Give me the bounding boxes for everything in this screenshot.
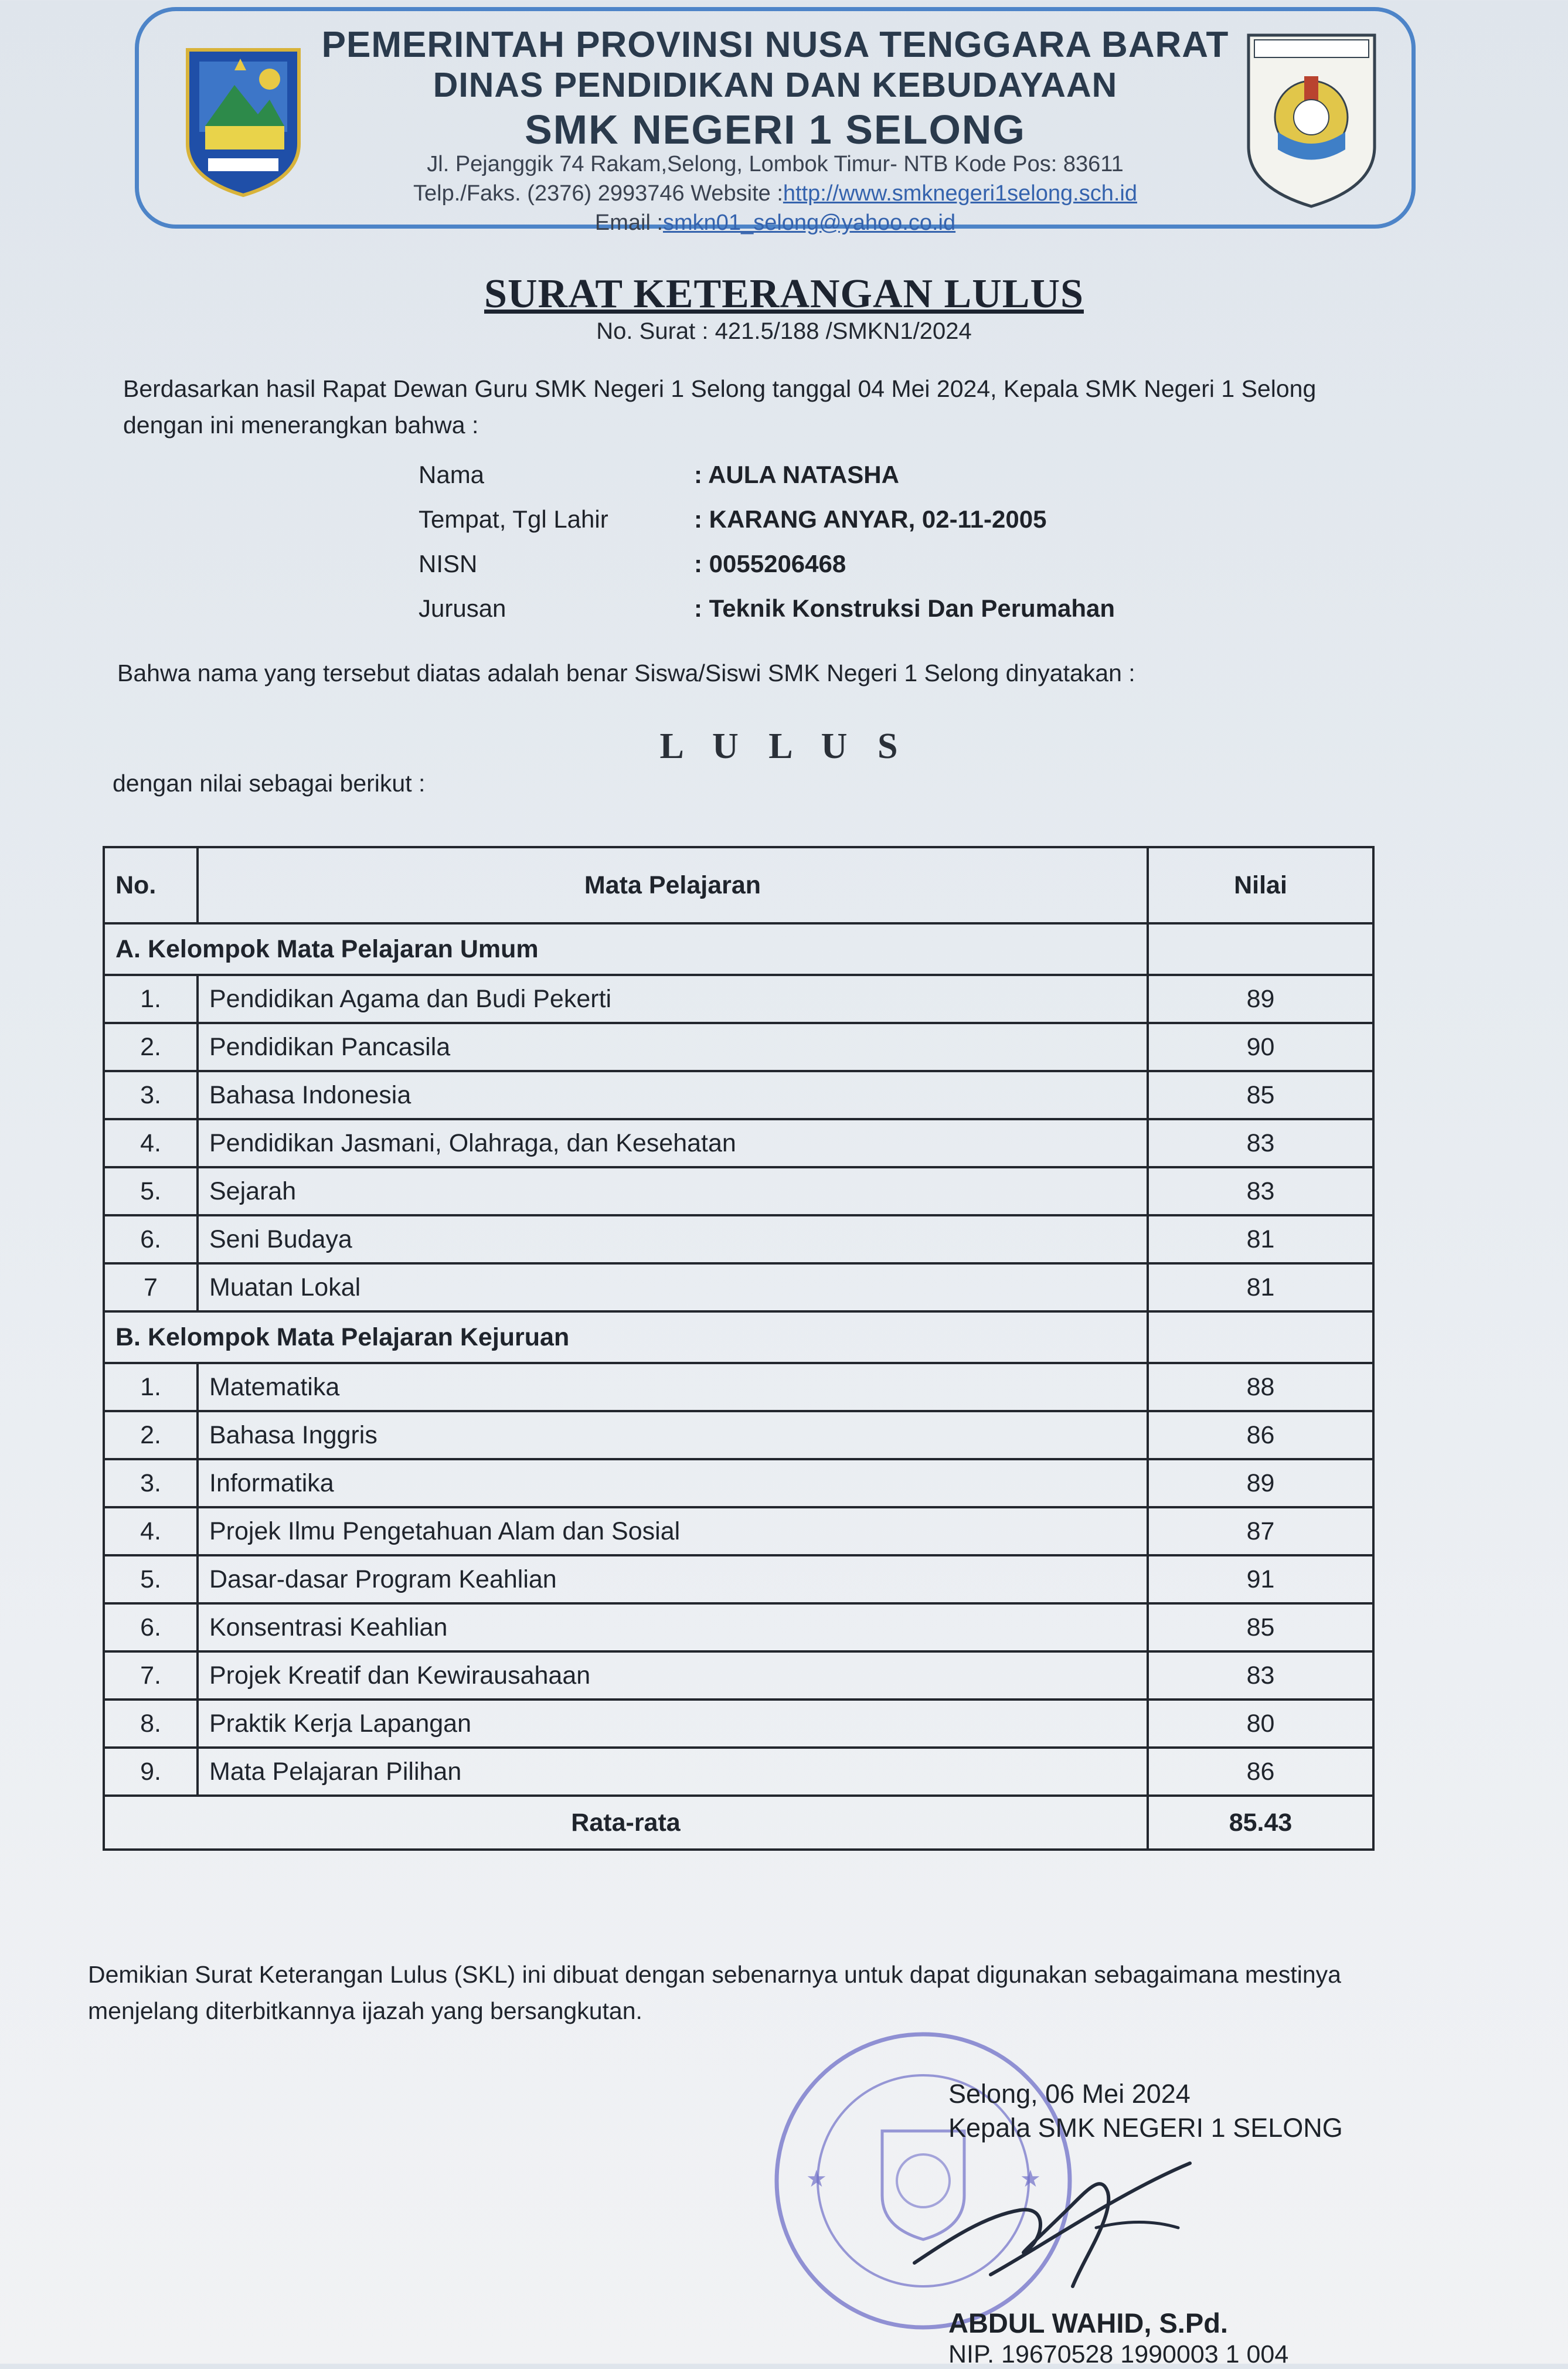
signature-position: Kepala SMK NEGERI 1 SELONG	[948, 2113, 1343, 2143]
table-row	[104, 1215, 1373, 1263]
header-no: No.	[104, 847, 198, 923]
table-row	[104, 1651, 1373, 1700]
row-value: 80	[1148, 1700, 1373, 1748]
table-row	[104, 1700, 1373, 1748]
grades-intro: dengan nilai sebagai berikut :	[113, 770, 426, 797]
row-value: 83	[1148, 1119, 1373, 1167]
table-row	[104, 1603, 1373, 1651]
table-row	[104, 1071, 1373, 1119]
province-crest-icon	[182, 44, 305, 199]
header-subject: Mata Pelajaran	[198, 847, 1148, 923]
row-no: 9.	[104, 1748, 198, 1796]
row-subject: Mata Pelajaran Pilihan	[198, 1748, 1148, 1796]
row-subject: Projek Ilmu Pengetahuan Alam dan Sosial	[198, 1507, 1148, 1555]
row-value: 89	[1148, 975, 1373, 1023]
row-no: 1.	[104, 975, 198, 1023]
table-row	[104, 1119, 1373, 1167]
row-subject: Bahasa Inggris	[198, 1411, 1148, 1459]
identity-value: : Teknik Konstruksi Dan Perumahan	[694, 594, 1115, 622]
letterhead	[135, 7, 1416, 235]
row-no: 6.	[104, 1603, 198, 1651]
row-subject: Pendidikan Agama dan Budi Pekerti	[198, 975, 1148, 1023]
row-no: 6.	[104, 1215, 198, 1263]
row-value: 86	[1148, 1411, 1373, 1459]
table-header-row	[104, 847, 1373, 923]
school-address: Jl. Pejanggik 74 Rakam,Selong, Lombok Timur- NTB Kode Pos: 83611	[427, 152, 1124, 176]
department-name: DINAS PENDIDIKAN DAN KEBUDAYAAN	[433, 66, 1118, 104]
row-no: 8.	[104, 1700, 198, 1748]
group-row	[104, 1311, 1373, 1363]
school-name: SMK NEGERI 1 SELONG	[525, 107, 1026, 152]
row-no: 5.	[104, 1555, 198, 1603]
table-row	[104, 1023, 1373, 1071]
student-identity	[419, 461, 1115, 639]
row-subject: Bahasa Indonesia	[198, 1071, 1148, 1119]
row-subject: Projek Kreatif dan Kewirausahaan	[198, 1651, 1148, 1700]
row-value: 81	[1148, 1263, 1373, 1311]
row-no: 5.	[104, 1167, 198, 1215]
closing-paragraph: Demikian Surat Keterangan Lulus (SKL) ini dibuat dengan sebenarnya untuk dapat digunakan sebagaimana mestinya menjelang diterbitkannya ijazah yang bersangkutan.	[88, 1961, 1341, 2024]
table-row	[104, 1507, 1373, 1555]
intro-paragraph: Berdasarkan hasil Rapat Dewan Guru SMK Negeri 1 Selong tanggal 04 Mei 2024, Kepala SMK Negeri 1 Selong dengan ini menerangkan bahwa :	[123, 375, 1317, 439]
row-subject: Seni Budaya	[198, 1215, 1148, 1263]
row-no: 4.	[104, 1507, 198, 1555]
group-value-cell	[1148, 1311, 1373, 1363]
identity-label: Jurusan	[419, 594, 506, 622]
table-row	[104, 1263, 1373, 1311]
signature-place-date: Selong, 06 Mei 2024	[948, 2079, 1191, 2109]
identity-value: : 0055206468	[694, 550, 846, 577]
identity-label: NISN	[419, 550, 478, 577]
row-subject: Pendidikan Pancasila	[198, 1023, 1148, 1071]
website-link[interactable]: http://www.smknegeri1selong.sch.id	[783, 181, 1137, 206]
government-name: PEMERINTAH PROVINSI NUSA TENGGARA BARAT	[321, 25, 1229, 65]
row-subject: Pendidikan Jasmani, Olahraga, dan Kesehatan	[198, 1119, 1148, 1167]
signature-block	[948, 2077, 1343, 2145]
row-value: 86	[1148, 1748, 1373, 1796]
row-no: 4.	[104, 1119, 198, 1167]
row-value: 83	[1148, 1167, 1373, 1215]
identity-label: Tempat, Tgl Lahir	[419, 505, 608, 533]
grades-table	[103, 846, 1375, 1851]
school-contact	[139, 181, 1411, 206]
identity-row	[419, 550, 1115, 594]
school-email	[139, 210, 1411, 236]
row-value: 88	[1148, 1363, 1373, 1411]
row-subject: Muatan Lokal	[198, 1263, 1148, 1311]
identity-value: : KARANG ANYAR, 02-11-2005	[694, 505, 1047, 533]
average-row	[104, 1796, 1373, 1850]
table-row	[104, 1411, 1373, 1459]
statement-paragraph: Bahwa nama yang tersebut diatas adalah benar Siswa/Siswi SMK Negeri 1 Selong dinyatakan :	[117, 660, 1135, 686]
signer-name: ABDUL WAHID, S.Pd.	[948, 2307, 1228, 2339]
row-subject: Matematika	[198, 1363, 1148, 1411]
average-value: 85.43	[1148, 1796, 1373, 1850]
row-no: 1.	[104, 1363, 198, 1411]
table-row	[104, 1459, 1373, 1507]
row-value: 85	[1148, 1603, 1373, 1651]
document-title: SURAT KETERANGAN LULUS	[484, 271, 1084, 317]
row-no: 2.	[104, 1023, 198, 1071]
identity-row	[419, 461, 1115, 505]
row-subject: Sejarah	[198, 1167, 1148, 1215]
school-logo	[1243, 29, 1380, 211]
row-value: 87	[1148, 1507, 1373, 1555]
row-subject: Informatika	[198, 1459, 1148, 1507]
row-value: 83	[1148, 1651, 1373, 1700]
signer-nip: NIP. 19670528 1990003 1 004	[948, 2340, 1289, 2368]
row-value: 90	[1148, 1023, 1373, 1071]
handwritten-signature-icon	[897, 2140, 1225, 2304]
row-value: 91	[1148, 1555, 1373, 1603]
document-number: No. Surat : 421.5/188 /SMKN1/2024	[596, 318, 972, 344]
row-no: 7.	[104, 1651, 198, 1700]
school-logo-icon	[1243, 29, 1380, 211]
group-value-cell	[1148, 923, 1373, 975]
table-row	[104, 1167, 1373, 1215]
svg-text:★: ★	[1020, 2166, 1041, 2193]
identity-label: Nama	[419, 461, 485, 488]
row-subject: Konsentrasi Keahlian	[198, 1603, 1148, 1651]
table-row	[104, 1555, 1373, 1603]
table-row	[104, 1748, 1373, 1796]
row-subject: Praktik Kerja Lapangan	[198, 1700, 1148, 1748]
header-value: Nilai	[1148, 847, 1373, 923]
row-value: 85	[1148, 1071, 1373, 1119]
phone-text: Telp./Faks. (2376) 2993746 Website :	[413, 181, 783, 206]
group-title: B. Kelompok Mata Pelajaran Kejuruan	[104, 1311, 1148, 1363]
email-label: Email :	[594, 210, 664, 235]
group-title: A. Kelompok Mata Pelajaran Umum	[104, 923, 1148, 975]
average-label: Rata-rata	[104, 1796, 1148, 1850]
group-row	[104, 923, 1373, 975]
table-row	[104, 975, 1373, 1023]
row-no: 3.	[104, 1459, 198, 1507]
identity-row	[419, 594, 1115, 639]
svg-text:★: ★	[806, 2166, 827, 2193]
row-no: 7	[104, 1263, 198, 1311]
row-value: 81	[1148, 1215, 1373, 1263]
identity-row	[419, 505, 1115, 550]
email-link[interactable]: smkn01_selong@yahoo.co.id	[663, 210, 956, 235]
table-row	[104, 1363, 1373, 1411]
row-subject: Dasar-dasar Program Keahlian	[198, 1555, 1148, 1603]
row-no: 3.	[104, 1071, 198, 1119]
row-value: 89	[1148, 1459, 1373, 1507]
row-no: 2.	[104, 1411, 198, 1459]
result-heading: L U L U S	[659, 726, 909, 766]
identity-value: : AULA NATASHA	[694, 461, 899, 488]
